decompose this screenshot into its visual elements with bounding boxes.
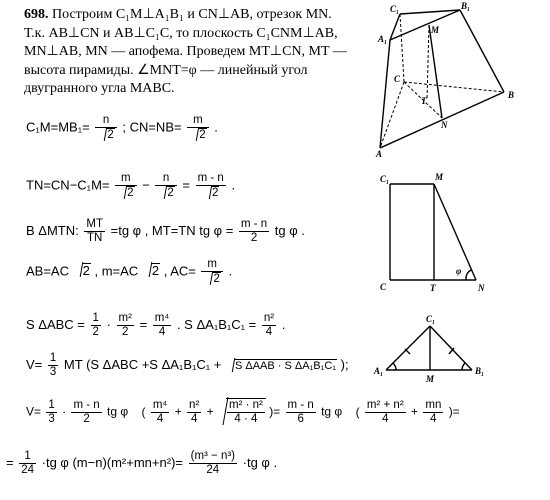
- formula-3: В ΔMTN: $\frac{MT}{TN}$ =tg φ , MT=TN tg φ = $\frac{m - n}{2}$ tg φ .: [26, 218, 305, 244]
- label-n: N: [441, 120, 448, 130]
- label-c1: C₁: [426, 314, 436, 324]
- label-c: C: [394, 74, 401, 84]
- label-b: B: [508, 90, 515, 100]
- fraction: $\frac{1}{3}$: [48, 399, 55, 425]
- intro-line-2: Т.к. AB⊥CN и AB⊥C₁C, то плоскость C₁CNM⊥AB,: [24, 25, 338, 41]
- label-n: N: [478, 283, 485, 293]
- edge-c1-c-hidden: [400, 14, 404, 82]
- label-a1: A₁: [378, 34, 388, 44]
- formula-7: V= $\frac{1}{3}$ · $\frac{m - n}{2}$ tg φ ( $\frac{\text{m⁴}}{4}$ + $\frac{\text{n²}}{4}$ + $\frac{\text{m² · n²}}{4 \cdot 4}$ )= $\frac{m - n}{6}$ tg φ ( $\frac{\text{m² + n²}}{4}$ + $\frac{mn}{4}$ )=: [26, 399, 460, 425]
- fraction: $\frac{m}{2}$: [201, 258, 222, 286]
- tick-left: [405, 349, 410, 354]
- fraction: $\frac{1}{24}$: [21, 450, 35, 476]
- triangle-figure: [372, 310, 502, 388]
- angle-left: [393, 363, 396, 370]
- formula-1: C₁M=MB₁= $\frac{n}{2}$ ; CN=NB= $\frac{m}{2}$ .: [26, 114, 218, 141]
- formula-2: TN=CN−C₁M= $\frac{m}{2}$ − $\frac{n}{2}$ = $\frac{m - n}{2}$ .: [26, 172, 236, 199]
- formula-8: = $\frac{1}{24}$ ·tg φ (m−n)(m²+mn+n²)= $\frac{\text{(m³ − n³)}}{24}$ ·tg φ .: [6, 450, 278, 476]
- formula-6: V= $\frac{1}{3}$ MT (S ΔABC +S ΔA₁B₁C₁ + S ΔAAB · S ΔA₁B₁C₁ );: [26, 352, 349, 378]
- label-m: M: [426, 374, 435, 384]
- segment-a1-c1: [386, 326, 430, 370]
- label-b1: B₁: [475, 366, 485, 376]
- formula-4: AB=AC 2 , m=AC 2 , AC= $\frac{m}{2}$ .: [26, 258, 233, 285]
- fraction: $\frac{\text{m²}}{2}$: [118, 312, 132, 338]
- fraction: $\frac{\text{(m³ − n³)}}{24}$: [190, 450, 236, 476]
- edge-a1-a: [380, 40, 390, 148]
- angle-arc: [466, 270, 471, 280]
- problem-number: 698.: [24, 7, 49, 22]
- label-t: T: [421, 96, 427, 106]
- label-c1: C₁: [380, 174, 390, 184]
- formula-5: S ΔABC = $\frac{1}{2}$ · $\frac{\text{m²}}{2}$ = $\frac{\text{m⁴}}{4}$ . S ΔA₁B₁C₁ = $\frac{\text{n²}}{4}$ .: [26, 312, 286, 338]
- label-phi: φ: [456, 266, 462, 276]
- intro-line-3: MN⊥AB, MN — апофема. Проведем MT⊥CN, MT —: [24, 44, 347, 59]
- angle-right: [462, 363, 465, 370]
- problem-intro: [24, 6, 354, 99]
- segment-c1-b1: [430, 326, 472, 370]
- fraction: $\frac{n}{2}$: [95, 114, 116, 142]
- fraction: $\frac{\text{n²}}{4}$: [263, 312, 275, 338]
- intro-line-1: Построим C₁M⊥A₁B₁ и CN⊥AB, отрезок MN.: [52, 7, 332, 22]
- label-b1: B₁: [461, 1, 471, 11]
- label-t: T: [430, 283, 436, 293]
- fraction: $\frac{m - n}{2}$: [240, 218, 268, 244]
- fraction: $\frac{n}{2}$: [155, 172, 176, 200]
- label-m: M: [431, 25, 440, 35]
- fraction: $\frac{\text{m² + n²}}{4}$: [366, 399, 404, 425]
- fraction: $\frac{\text{m⁴}}{4}$: [152, 399, 168, 425]
- fraction: $\frac{m - n}{2}$: [197, 172, 224, 199]
- fraction: $\frac{MT}{TN}$: [86, 218, 103, 244]
- edge-m-n: [429, 25, 442, 118]
- intro-line-4: высота пирамиды. ∠MNT=φ — линейный угол: [24, 62, 308, 78]
- intro-line-5: двугранного угла MABC.: [24, 81, 175, 96]
- edge-b1-b: [460, 10, 504, 92]
- pyramid-figure: [372, 0, 542, 158]
- fraction: $\frac{m}{2}$: [115, 172, 136, 200]
- label-a: A: [376, 149, 383, 158]
- fraction: $\frac{m}{2}$: [187, 114, 208, 142]
- segment-m-n: [434, 184, 476, 280]
- label-c: C: [380, 282, 387, 292]
- edge-c-b-hidden: [404, 82, 504, 92]
- label-c1: C₁: [390, 4, 400, 14]
- fraction: $\frac{\text{n²}}{4}$: [189, 399, 200, 425]
- fraction: $\frac{m - n}{2}$: [73, 399, 100, 425]
- fraction: $\frac{1}{3}$: [49, 352, 57, 378]
- edge-m-t-hidden: [427, 25, 429, 100]
- label-m: M: [435, 172, 444, 182]
- fraction: $\frac{\text{m⁴}}{4}$: [154, 312, 170, 338]
- label-a1: A₁: [374, 366, 384, 376]
- fraction: $\frac{m - n}{6}$: [287, 399, 314, 425]
- fraction: $\frac{mn}{4}$: [425, 399, 442, 425]
- fraction: $\frac{1}{2}$: [92, 312, 99, 338]
- trapezoid-figure: [372, 170, 502, 298]
